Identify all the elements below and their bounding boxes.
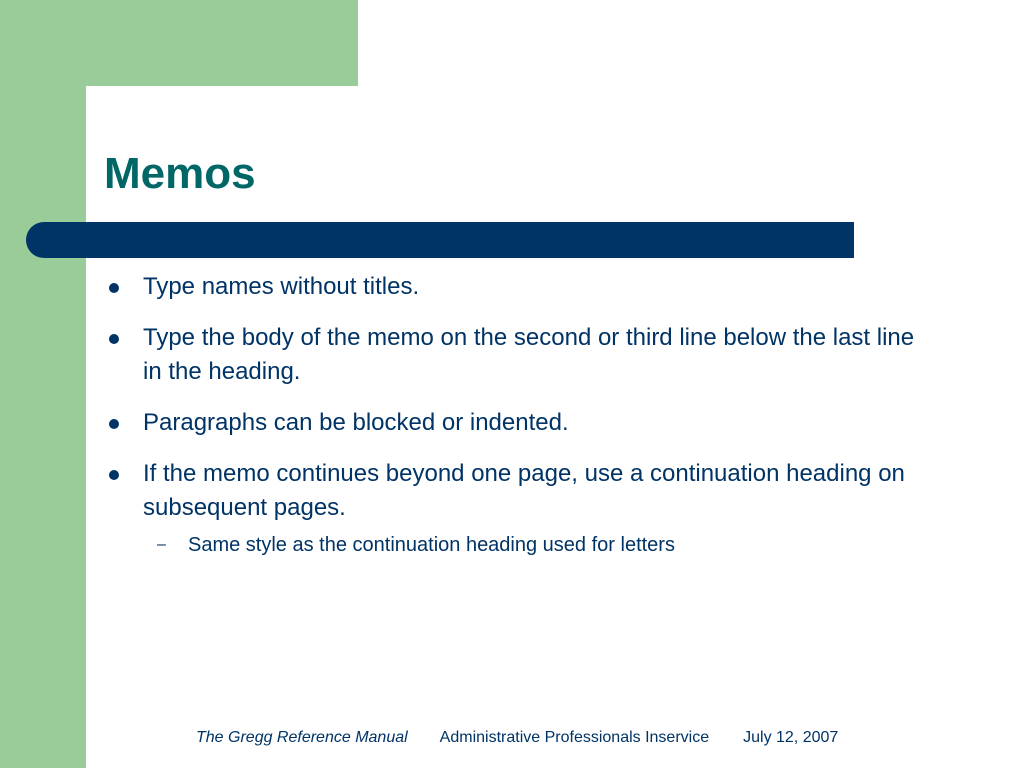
decor-rounded-corner bbox=[86, 86, 146, 146]
slide-title: Memos bbox=[104, 149, 256, 198]
footer-date: July 12, 2007 bbox=[743, 729, 839, 746]
bullet-list bbox=[0, 270, 1024, 576]
bullet-dot-icon bbox=[109, 419, 119, 429]
slide-footer bbox=[196, 728, 838, 748]
footer-organization: Administrative Professionals Inservice bbox=[439, 729, 710, 746]
bullet-item bbox=[0, 457, 923, 559]
footer-source: The Gregg Reference Manual bbox=[196, 729, 408, 746]
decor-green-top-band bbox=[0, 0, 358, 86]
sub-bullet-text: Same style as the continuation heading used for letters bbox=[188, 534, 675, 556]
title-underline-bar bbox=[26, 222, 854, 258]
bullet-item bbox=[0, 270, 923, 304]
bullet-item bbox=[0, 321, 923, 389]
bullet-dot-icon bbox=[109, 334, 119, 344]
bullet-item bbox=[0, 406, 923, 440]
bullet-text: Paragraphs can be blocked or indented. bbox=[143, 409, 569, 436]
bullet-text: If the memo continues beyond one page, use a continuation heading on subsequent pages. bbox=[143, 460, 905, 521]
bullet-dot-icon bbox=[109, 470, 119, 480]
bullet-text: Type names without titles. bbox=[143, 273, 420, 300]
sub-bullet-item bbox=[143, 531, 923, 559]
dash-icon: – bbox=[157, 536, 166, 553]
bullet-dot-icon bbox=[109, 283, 119, 293]
bullet-text: Type the body of the memo on the second or third line below the last line in the heading. bbox=[143, 324, 915, 385]
